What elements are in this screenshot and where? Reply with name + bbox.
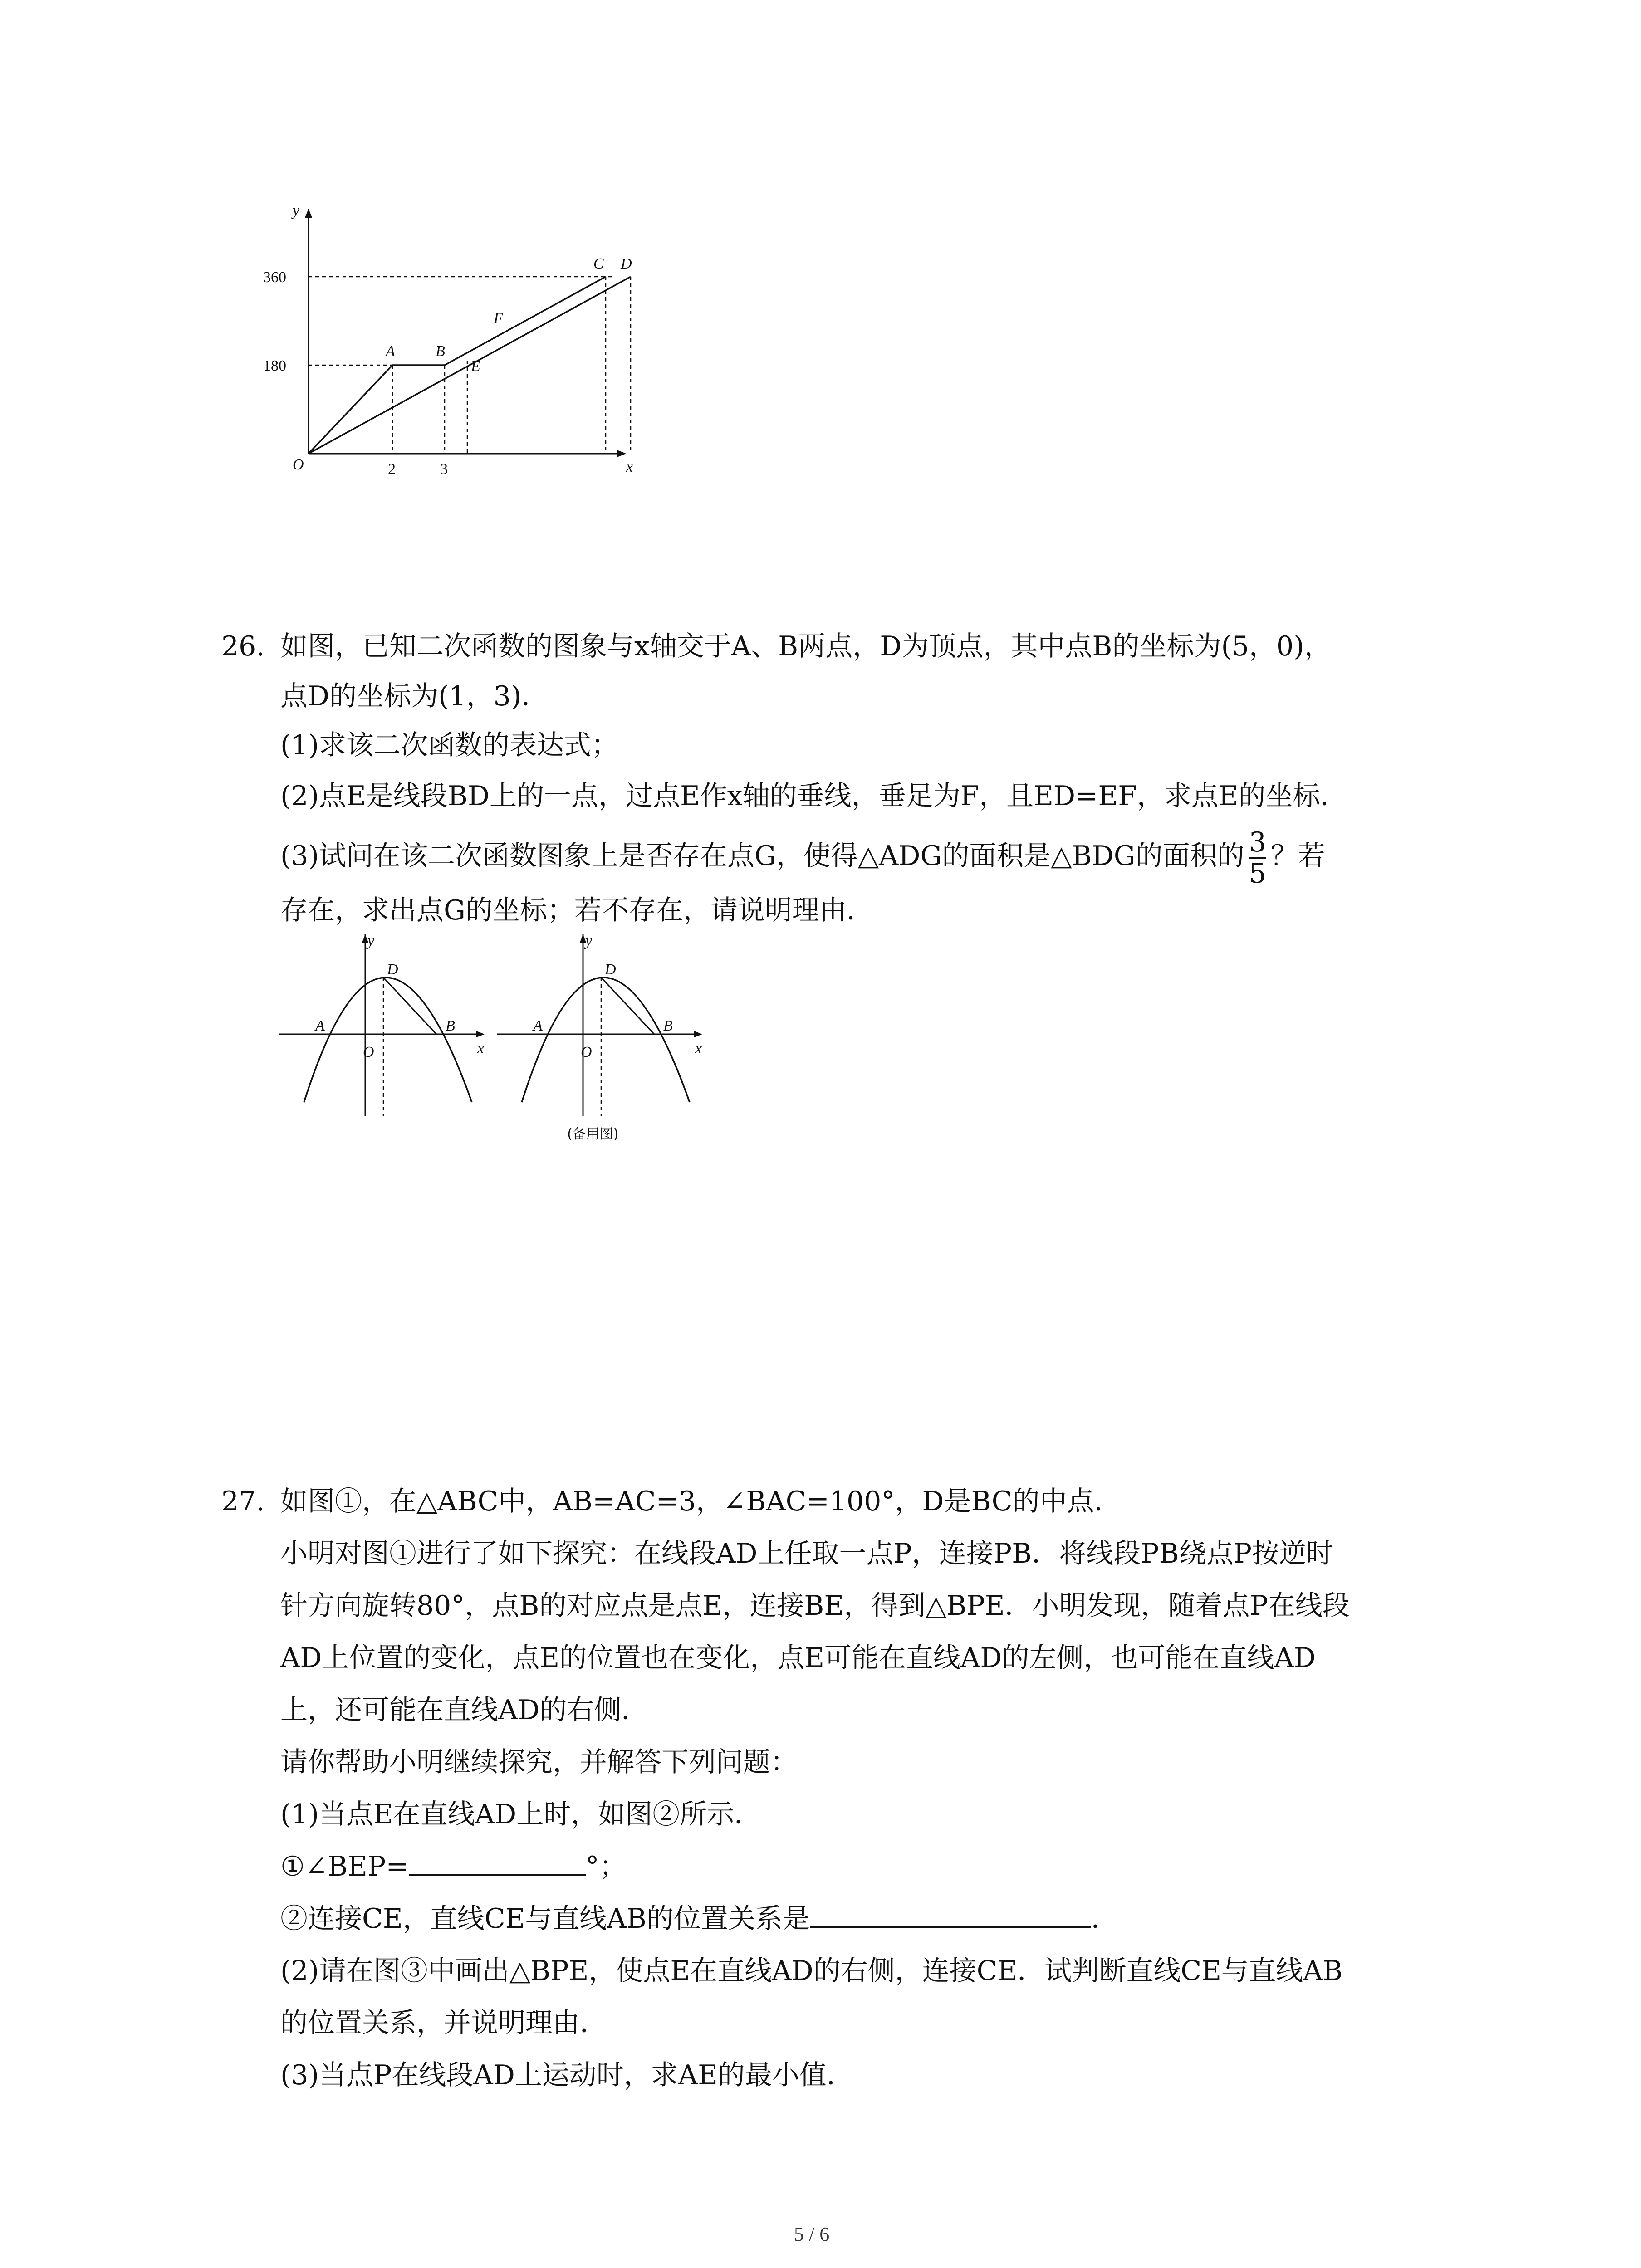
figure-25-graph [254, 200, 640, 490]
svg-text:A: A [386, 343, 395, 360]
q26-part3 [280, 822, 1325, 890]
answer-blank-angle[interactable] [409, 1847, 586, 1876]
svg-text:2: 2 [388, 461, 396, 478]
svg-text:x: x [695, 1040, 702, 1057]
q27-line11: 的位置关系，并说明理由． [280, 2007, 607, 2039]
svg-text:3: 3 [440, 461, 448, 478]
svg-text:y: y [293, 202, 300, 219]
q27-line4: AD上位置的变化，点E的位置也在变化，点E可能在直线AD的左侧，也可能在直线AD [280, 1642, 1316, 1674]
q26-part2: (2)点E是线段BD上的一点，过点E作x轴的垂线，垂足为F，且ED=EF，求点E的坐标． [280, 780, 1347, 812]
line-oacd [309, 277, 606, 454]
q27-line5: 上，还可能在直线AD的右侧． [280, 1694, 649, 1726]
q26-part3-pre: (3)试问在该二次函数图象上是否存在点G，使得△ADG的面积是△BDG的面积的 [280, 840, 1244, 872]
q27-line1: 如图①，在△ABC中，AB=AC=3，∠BAC=100°，D是BC的中点． [280, 1486, 1122, 1517]
q26-part1: (1)求该二次函数的表达式； [280, 729, 618, 761]
q26-part3-line2: 存在，求出点G的坐标；若不存在，请说明理由． [280, 894, 874, 926]
svg-text:B: B [446, 1017, 455, 1034]
backup-figure-caption: (备用图) [567, 1126, 619, 1142]
q27-line8-post: °； [585, 1851, 627, 1882]
svg-text:A: A [315, 1017, 325, 1034]
svg-text:x: x [626, 459, 633, 475]
page-number: 5 / 6 [794, 2223, 830, 2245]
q27-line6: 请你帮助小明继续探究，并解答下列问题： [280, 1746, 798, 1778]
q26-stem-line2: 点D的坐标为(1，3)． [280, 680, 549, 712]
q26-fraction [1249, 827, 1266, 889]
svg-text:O: O [363, 1044, 374, 1061]
q27-number: 27. [221, 1486, 265, 1517]
svg-text:F: F [494, 310, 503, 327]
q27-line3: 针方向旋转80°，点B的对应点是点E，连接BE，得到△BPE．小明发现，随着点P在线段 [280, 1590, 1350, 1622]
q27-line2: 小明对图①进行了如下探究：在线段AD上任取一点P，连接PB．将线段PB绕点P按逆时 [280, 1538, 1334, 1569]
svg-text:D: D [387, 961, 398, 978]
svg-text:C: C [593, 255, 604, 272]
answer-blank-relation[interactable] [810, 1899, 1091, 1928]
q27-line12: (3)当点P在线段AD上运动时，求AE的最小值． [280, 2059, 854, 2091]
svg-text:x: x [477, 1040, 485, 1057]
figure-26-main [277, 925, 490, 1120]
svg-text:B: B [436, 343, 445, 360]
svg-text:360: 360 [263, 269, 286, 286]
svg-text:y: y [367, 933, 375, 949]
svg-text:A: A [533, 1017, 543, 1034]
svg-text:E: E [471, 358, 480, 375]
svg-text:D: D [621, 255, 632, 272]
q27-line9 [280, 1898, 1118, 1939]
q27-line8 [280, 1846, 627, 1887]
q27-line7: (1)当点E在直线AD上时，如图②所示． [280, 1799, 762, 1830]
q27-line9-post: ． [1091, 1903, 1118, 1935]
q27-line9-pre: ②连接CE，直线CE与直线AB的位置关系是 [280, 1903, 810, 1935]
svg-text:O: O [293, 456, 304, 473]
q27-line8-pre: ①∠BEP= [280, 1851, 409, 1882]
q26-part3-post: ？若 [1270, 840, 1325, 872]
q27-line10: (2)请在图③中画出△BPE，使点E在直线AD的右侧，连接CE．试判断直线CE与直线AB [280, 1955, 1343, 1987]
fraction-numerator: 3 [1249, 826, 1266, 858]
svg-text:180: 180 [263, 357, 286, 374]
parabola [304, 978, 472, 1102]
figure-26-backup [495, 925, 708, 1148]
fraction-denominator: 5 [1249, 857, 1266, 890]
svg-text:B: B [663, 1017, 673, 1034]
svg-text:y: y [585, 933, 593, 949]
svg-text:D: D [605, 961, 616, 978]
svg-text:O: O [581, 1044, 592, 1061]
q26-number: 26. [221, 631, 265, 662]
q26-stem-line1: 如图，已知二次函数的图象与x轴交于A、B两点，D为顶点，其中点B的坐标为(5，0)， [280, 631, 1332, 662]
